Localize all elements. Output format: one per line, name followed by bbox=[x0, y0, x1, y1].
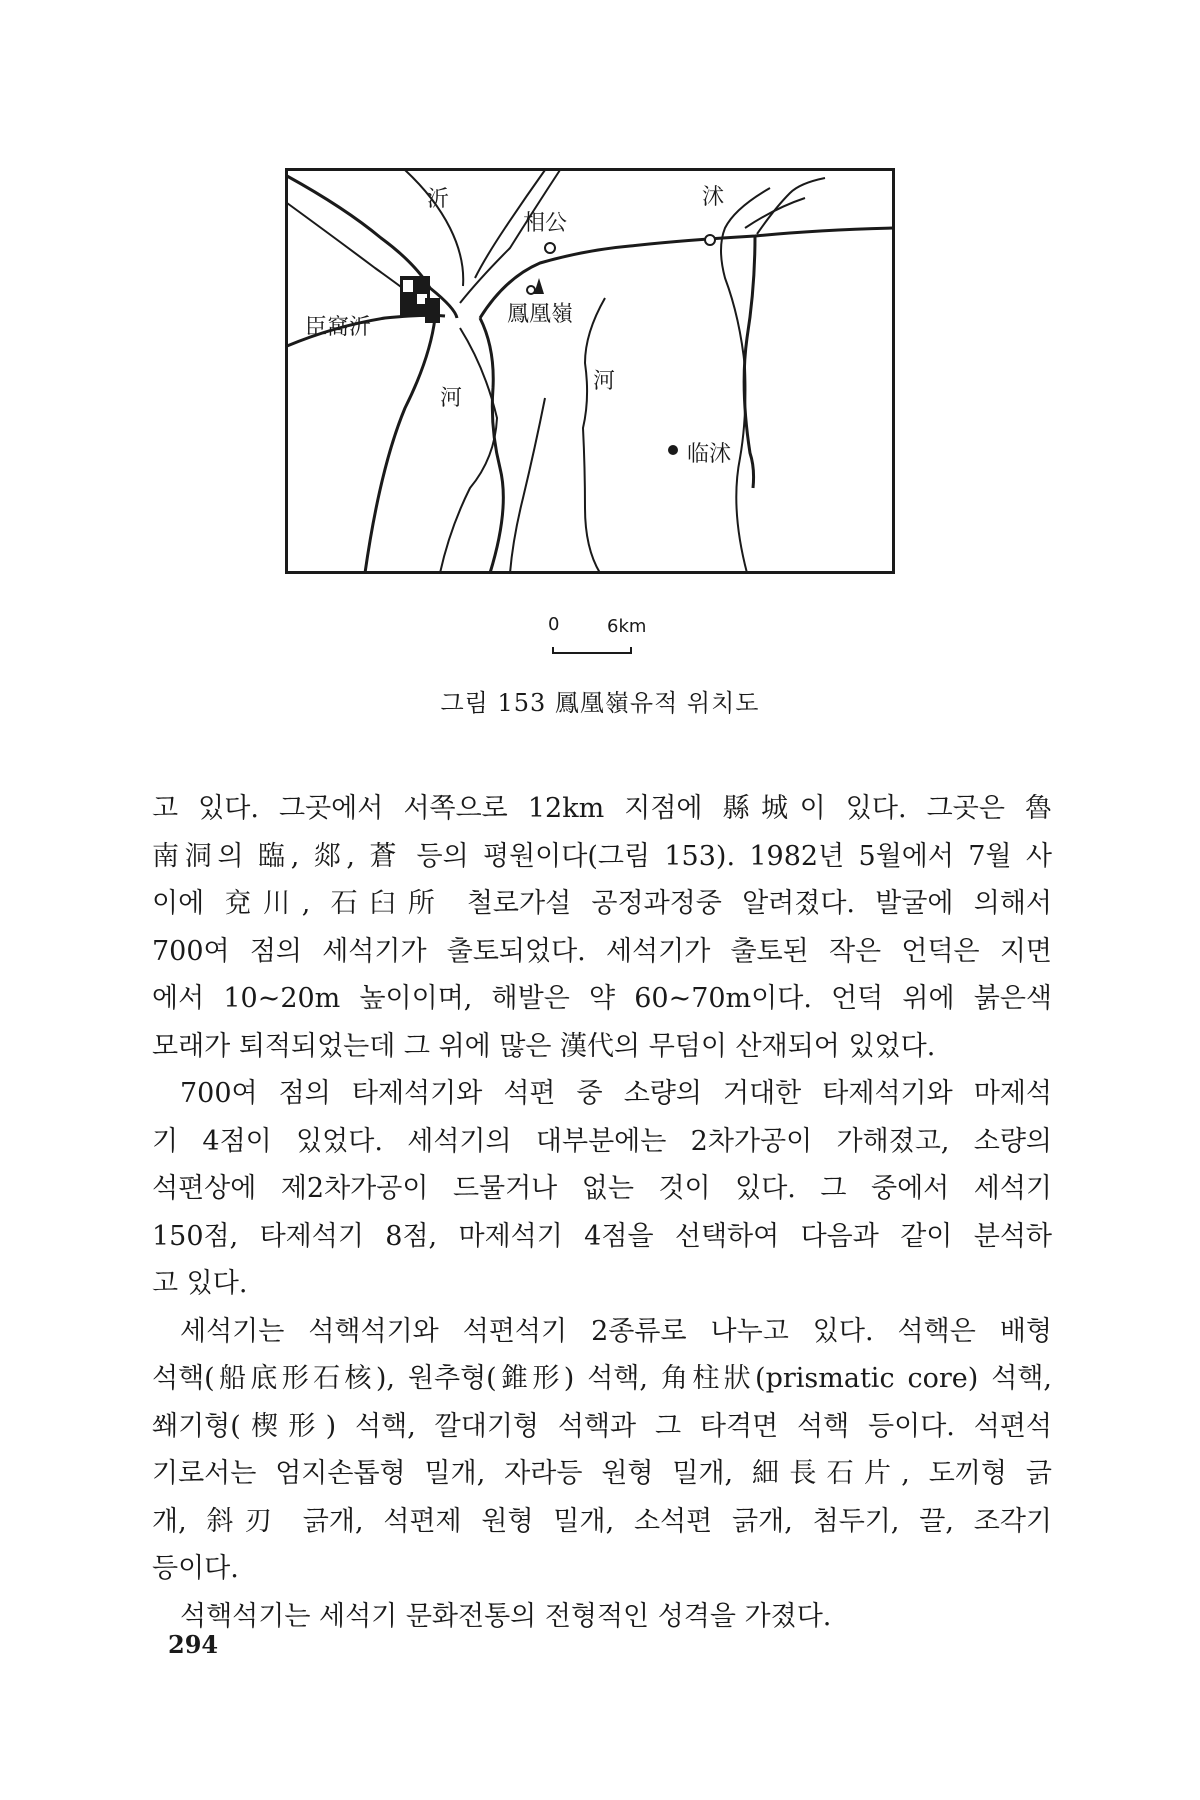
label-he-right: 河 bbox=[593, 369, 616, 394]
junction-point bbox=[705, 235, 715, 245]
river-yi-south bbox=[440, 328, 497, 573]
fenghuangling-mountain bbox=[534, 278, 544, 294]
paragraph-4 bbox=[152, 1593, 1052, 1641]
text-line: 세석기는 석핵석기와 석편석기 2종류로 나누고 있다. 석핵은 배형 bbox=[180, 1315, 1052, 1347]
stream-northeast bbox=[757, 178, 825, 234]
text-line: 700여 점의 세석기가 출토되었다. 세석기가 출토된 작은 언덕은 지면 bbox=[152, 935, 1052, 967]
body-text bbox=[152, 785, 1052, 1640]
road-south bbox=[365, 318, 435, 573]
text-line: 에서 10~20m 높이이며, 해발은 약 60~70m이다. 언덕 위에 붉은색 bbox=[152, 983, 1052, 1014]
text-line: 이에 兗川, 石臼所 철로가설 공정과정중 알려졌다. 발굴에 의해서 bbox=[152, 888, 1052, 919]
label-linyi: 臣窩沂 bbox=[305, 315, 372, 340]
text-line: 석핵석기는 세석기 문화전통의 전형적인 성격을 가졌다. bbox=[180, 1600, 832, 1632]
text-line: 개, 斜刃 긁개, 석편제 원형 밀개, 소석편 긁개, 첨두기, 끌, 조각기 bbox=[152, 1505, 1052, 1537]
text-line: 기로서는 엄지손톱형 밀개, 자라등 원형 밀개, 細長石片, 도끼형 긁 bbox=[152, 1458, 1052, 1489]
text-line: 700여 점의 타제석기와 석편 중 소량의 거대한 타제석기와 마제석 bbox=[180, 1078, 1052, 1109]
scale-zero-label: 0 bbox=[548, 614, 560, 635]
label-river-shu: 沭 bbox=[702, 185, 725, 210]
text-line: 南洞의 臨, 郯, 蒼 등의 평원이다(그림 153). 1982년 5월에서 7월 사 bbox=[152, 840, 1052, 872]
figure-caption: 그림 153 鳳凰嶺유적 위치도 bbox=[440, 689, 760, 717]
text-line: 석핵(船底形石核), 원추형(錐形) 석핵, 角柱狀(prismatic core) 석핵, bbox=[152, 1363, 1052, 1394]
text-line: 등이다. bbox=[152, 1553, 239, 1584]
xianggong-point bbox=[545, 243, 555, 253]
paragraph-1 bbox=[152, 785, 1052, 1070]
label-he-left: 河 bbox=[440, 386, 463, 411]
text-line: 고 있다. bbox=[152, 1268, 248, 1299]
stream-south bbox=[510, 398, 545, 573]
page-number: 294 bbox=[168, 1630, 219, 1659]
road-linshu bbox=[744, 236, 755, 488]
paragraph-2 bbox=[152, 1070, 1052, 1308]
location-map bbox=[285, 168, 895, 574]
label-xianggong: 相公 bbox=[523, 211, 568, 236]
map-frame bbox=[287, 170, 894, 573]
text-line: 석편상에 제2차가공이 드물거나 없는 것이 있다. 그 중에서 세석기 bbox=[152, 1173, 1052, 1204]
linshu-point bbox=[668, 445, 678, 455]
text-line: 150점, 타제석기 8점, 마제석기 4점을 선택하여 다음과 같이 분석하 bbox=[152, 1220, 1052, 1252]
map-scale-bar bbox=[544, 614, 664, 662]
scale-distance-label: 6km bbox=[607, 616, 647, 637]
river-shu bbox=[583, 298, 605, 573]
label-river-yi: 沂 bbox=[427, 187, 450, 212]
label-fenghuangling: 鳳凰嶺 bbox=[507, 302, 574, 327]
text-line: 고 있다. 그곳에서 서쪽으로 12km 지점에 縣城이 있다. 그곳은 魯 bbox=[152, 793, 1052, 824]
site-point bbox=[527, 286, 535, 294]
paragraph-3 bbox=[152, 1308, 1052, 1593]
scale-bar-line bbox=[552, 647, 632, 654]
map-drawing bbox=[285, 168, 895, 574]
text-line: 쐐기형(楔形) 석핵, 깔대기형 석핵과 그 타격면 석핵 등이다. 석편석 bbox=[152, 1410, 1052, 1442]
text-line: 기 4점이 있었다. 세석기의 대부분에는 2차가공이 가해졌고, 소량의 bbox=[152, 1125, 1052, 1157]
label-linshu: 临沭 bbox=[687, 442, 732, 467]
text-line: 모래가 퇴적되었는데 그 위에 많은 漢代의 무덤이 산재되어 있었다. bbox=[152, 1030, 936, 1062]
river-shu-north bbox=[745, 198, 805, 228]
